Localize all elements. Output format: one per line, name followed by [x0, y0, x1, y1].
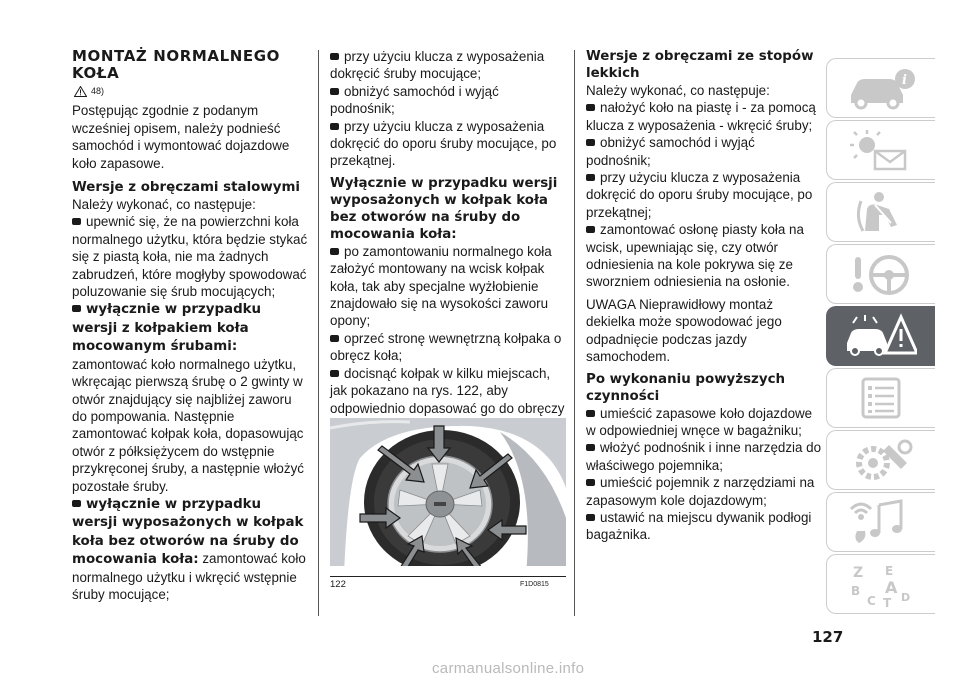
- bullet-icon: [330, 248, 339, 255]
- section-title-main: MONTAŻ NORMALNEGO KOŁA: [72, 47, 281, 82]
- bullet-icon: [330, 88, 339, 95]
- bullet-icon: [330, 335, 339, 342]
- bullet-icon: [586, 174, 595, 181]
- seat-safety-icon: [845, 189, 917, 235]
- warning-triangle-icon: [74, 86, 87, 97]
- multimedia-icon: [845, 499, 917, 545]
- bullet-icon: [330, 123, 339, 130]
- list-item: umieścić pojemnik z narzędziami na zapasowym kole dojazdowym;: [586, 475, 815, 508]
- watermark: carmanualsonline.info: [432, 660, 585, 677]
- tab-emergency[interactable]: [826, 306, 935, 366]
- bullet-icon: [586, 226, 595, 233]
- tab-multimedia[interactable]: [826, 492, 935, 552]
- list-item: ustawić na miejscu dywanik podłogi bagażnika.: [586, 509, 812, 543]
- list-item: włożyć podnośnik i inne narzędzia do właściwego pojemnika;: [586, 440, 822, 473]
- car-breakdown-warning-icon: [845, 313, 917, 359]
- subsection-alloy-rims: Wersje z obręczami ze stopów lekkich: [586, 49, 814, 81]
- list-item: przy użyciu klucza z wyposażenia dokręcić do oporu śruby mocujące, po przekątnej.: [330, 118, 557, 169]
- column-3: [586, 48, 822, 544]
- tab-car-info[interactable]: [826, 58, 935, 118]
- bullet-icon: [330, 370, 339, 377]
- steering-wheel-icon: [845, 251, 917, 297]
- bullet-icon: [72, 500, 81, 507]
- chapter-tabs: [826, 58, 936, 616]
- wheel-with-arrows-illustration: [330, 418, 566, 574]
- tab-maintenance[interactable]: [826, 368, 935, 428]
- list-item: wyłącznie w przypadku wersji z kołpakiem koła mocowanym śrubami: zamontować koło normalnego użytku, wkręcając pierwszą śrubę o 2 gwinty w otwór znajdujący się najbliżej zaworu do pompowania. Następnie zamontować kołpak koła, dopasowując otwór z półksiężycem do wstępnie przykręconej śruby, a następnie włożyć pozostałe śruby.: [72, 302, 304, 494]
- alphabetical-index-icon: [845, 561, 917, 607]
- bullet-icon: [72, 305, 81, 312]
- intro-paragraph: Postępując zgodnie z podanym wcześniej opisem, należy podnieść samochód i wymontować dojazdowe koło zapasowe.: [72, 103, 290, 171]
- list-item: wyłącznie w przypadku wersji wyposażonych w kołpak koła bez otworów na śruby do mocowania koła: zamontować koło normalnego użytku i wkręcić wstępnie śruby mocujące;: [72, 496, 306, 602]
- tab-safety[interactable]: [826, 182, 935, 242]
- list-item: umieścić zapasowe koło dojazdowe w odpowiedniej wnęce w bagażniku;: [586, 405, 813, 438]
- steps-intro: Należy wykonać, co następuje:: [586, 83, 770, 98]
- svg-text:C: C: [867, 594, 876, 607]
- tab-technical-data[interactable]: [826, 430, 935, 490]
- warning-reference: 48): [74, 83, 308, 100]
- dashboard-lights-icon: [845, 127, 917, 173]
- tab-driving[interactable]: [826, 244, 935, 304]
- bullet-icon: [72, 218, 81, 225]
- subsection-steel-rims: Wersje z obręczami stalowymi: [72, 180, 301, 196]
- list-item: obniżyć samochód i wyjąć podnośnik;: [330, 83, 499, 117]
- list-item: przy użyciu klucza z wyposażenia dokręcić śruby mocujące;: [330, 49, 545, 82]
- bullet-icon: [586, 479, 595, 486]
- bullet-icon: [586, 444, 595, 451]
- figure-caption-rule: [330, 576, 566, 577]
- list-item: po zamontowaniu normalnego koła założyć montowany na wcisk kołpak koła, tak aby specjalne wyżłobienie znajdowało się na wysokości zaworu opony;: [330, 243, 552, 329]
- bullet-icon: [330, 53, 339, 60]
- column-1: [72, 48, 308, 603]
- car-info-icon: [845, 65, 917, 111]
- list-item: przy użyciu klucza z wyposażenia dokręcić do oporu śruby mocujące, po przekątnej;: [586, 170, 813, 220]
- list-item: upewnić się, że na powierzchni koła normalnego użytku, która będzie stykać się z piastą koła, nie ma żadnych zabrudzeń, które mogłyby spowodować poluzowanie się śrub mocujących;: [72, 214, 308, 300]
- technical-data-icon: [845, 437, 917, 483]
- svg-text:D: D: [901, 591, 911, 604]
- note-paragraph: UWAGA Nieprawidłowy montaż dekielka może spowodować jego odpadnięcie podczas jazdy samochodem.: [586, 296, 782, 365]
- column-divider: [574, 50, 575, 616]
- bullet-icon: [586, 410, 595, 417]
- svg-text:B: B: [851, 584, 861, 598]
- bullet-icon: [586, 104, 595, 111]
- bullet-icon: [586, 514, 595, 521]
- svg-text:A: A: [885, 578, 898, 597]
- subsection-after-operations: Po wykonaniu powyższych czynności: [586, 371, 786, 404]
- svg-text:E: E: [885, 564, 894, 578]
- svg-text:Z: Z: [853, 565, 864, 581]
- svg-text:T: T: [883, 596, 892, 607]
- figure-number: 122: [330, 579, 346, 590]
- list-item: docisnąć kołpak w kilku miejscach, jak pokazano na rys. 122, aby odpowiednio dopasować go do obręczy: [330, 365, 565, 416]
- bullet-icon: [586, 139, 595, 146]
- steps-intro: Należy wykonać, co następuje:: [72, 197, 256, 213]
- list-item: obniżyć samochód i wyjąć podnośnik;: [586, 135, 755, 168]
- subsection-wheel-cover: Wyłącznie w przypadku wersji wyposażonych w kołpak koła bez otworów na śruby do mocowania koła:: [330, 175, 558, 242]
- tab-dashboard-lights[interactable]: [826, 120, 935, 180]
- figure-code: F1D0815: [520, 581, 549, 588]
- maintenance-list-icon: [845, 375, 917, 421]
- list-item: zamontować osłonę piasty koła na wcisk, upewniając się, czy otwór odniesienia na kole pokrywa się ze sworzniem odniesienia na osłonie.: [586, 222, 804, 290]
- svg-text:i: i: [902, 73, 907, 88]
- page-number: 127: [812, 628, 844, 646]
- tab-index[interactable]: [826, 554, 935, 614]
- column-divider: [318, 50, 319, 616]
- wheel-cover-figure: [330, 418, 566, 574]
- column-2: [330, 48, 566, 434]
- list-item: oprzeć stronę wewnętrzną kołpaka o obręcz koła;: [330, 330, 562, 364]
- list-item: nałożyć koło na piastę i - za pomocą klucza z wyposażenia - wkręcić śruby;: [586, 100, 816, 133]
